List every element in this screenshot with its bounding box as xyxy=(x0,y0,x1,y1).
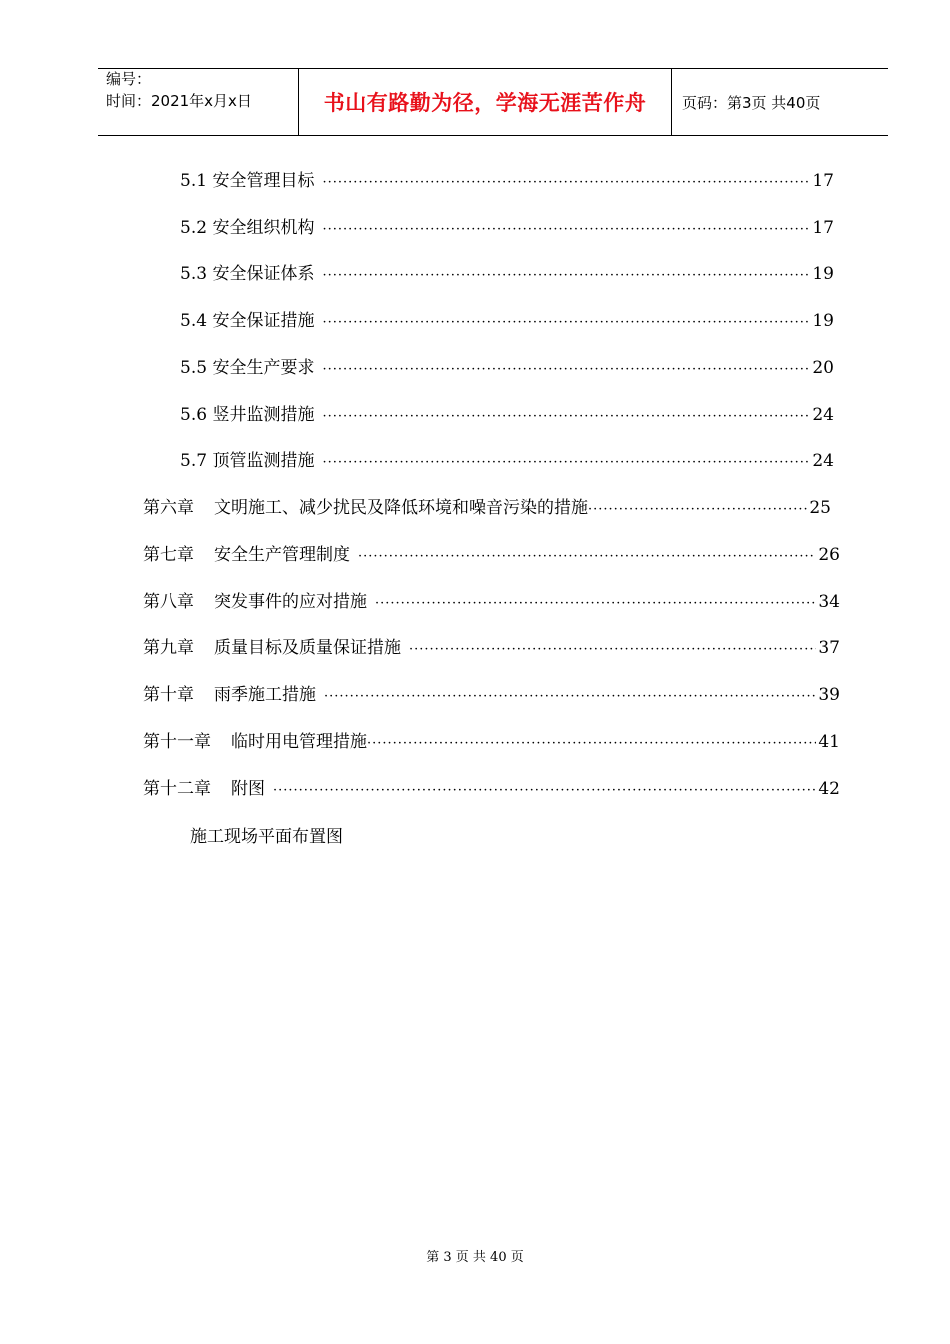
toc-chapter-title: 雨季施工措施 xyxy=(214,685,316,705)
toc-dot-leader xyxy=(322,312,810,334)
toc-page-number: 20 xyxy=(812,358,834,378)
toc-page-number: 24 xyxy=(812,451,834,471)
toc-dot-leader xyxy=(322,406,810,428)
toc-dot-leader xyxy=(324,686,816,708)
toc-chapter-title: 临时用电管理措施 xyxy=(231,732,367,752)
document-time-label: 时间：2021年x月x日 xyxy=(106,92,252,110)
toc-dot-leader xyxy=(273,780,816,802)
toc-chapter-11[interactable] xyxy=(143,731,840,755)
toc-chapter-title: 安全生产管理制度 xyxy=(214,545,350,565)
toc-page-number: 19 xyxy=(812,264,834,284)
toc-entry-label: 5.4 安全保证措施 xyxy=(180,311,315,331)
toc-page-number: 17 xyxy=(812,218,834,238)
toc-chapter-title: 附图 xyxy=(231,779,265,799)
toc-entry-label: 5.7 顶管监测措施 xyxy=(180,451,315,471)
document-number-label: 编号： xyxy=(106,70,152,88)
toc-chapter-number: 第十章 xyxy=(143,685,194,705)
toc-chapter-number: 第六章 xyxy=(143,498,194,518)
toc-dot-leader xyxy=(367,733,816,755)
toc-entry-5-3[interactable] xyxy=(180,263,834,287)
toc-dot-leader xyxy=(322,452,810,474)
toc-page-number: 26 xyxy=(818,545,840,565)
toc-chapter-title: 质量目标及质量保证措施 xyxy=(214,638,401,658)
toc-dot-leader xyxy=(322,265,810,287)
toc-page-number: 39 xyxy=(818,685,840,705)
toc-dot-leader xyxy=(322,359,810,381)
toc-dot-leader xyxy=(588,499,807,521)
toc-entry-5-2[interactable] xyxy=(180,217,834,241)
header-motto: 书山有路勤为径，学海无涯苦作舟 xyxy=(323,91,647,115)
toc-entry-5-7[interactable] xyxy=(180,450,834,474)
toc-entry-label: 5.1 安全管理目标 xyxy=(180,171,315,191)
toc-chapter-12[interactable] xyxy=(143,778,840,802)
header-page-cell xyxy=(672,69,888,135)
toc-chapter-number: 第九章 xyxy=(143,638,194,658)
toc-page-number: 34 xyxy=(818,592,840,612)
toc-chapter-title: 文明施工、减少扰民及降低环境和噪音污染的措施 xyxy=(214,498,588,518)
toc-chapter-6[interactable] xyxy=(143,497,831,521)
toc-entry-5-6[interactable] xyxy=(180,404,834,428)
toc-chapter-title: 突发事件的应对措施 xyxy=(214,592,367,612)
toc-entry-5-5[interactable] xyxy=(180,357,834,381)
toc-entry-5-4[interactable] xyxy=(180,310,834,334)
toc-dot-leader xyxy=(409,639,816,661)
toc-entry-label: 5.6 竖井监测措施 xyxy=(180,405,315,425)
toc-page-number: 37 xyxy=(818,638,840,658)
toc-chapter-7[interactable] xyxy=(143,544,840,568)
header-motto-cell xyxy=(299,69,672,135)
page-footer: 第 3 页 共 40 页 xyxy=(426,1250,524,1265)
toc-chapter-9[interactable] xyxy=(143,637,840,661)
toc-page-number: 24 xyxy=(812,405,834,425)
toc-chapter-number: 第八章 xyxy=(143,592,194,612)
toc-page-number: 41 xyxy=(818,732,840,752)
toc-chapter-number: 第七章 xyxy=(143,545,194,565)
toc-dot-leader xyxy=(322,219,810,241)
toc-appendix-item: 施工现场平面布置图 xyxy=(190,827,343,847)
header-page-label: 页码：第3页 共40页 xyxy=(682,93,821,112)
toc-entry-label: 5.5 安全生产要求 xyxy=(180,358,315,378)
header-meta-cell xyxy=(98,69,299,135)
page-header xyxy=(98,68,888,136)
toc-page-number: 17 xyxy=(812,171,834,191)
toc-chapter-number: 第十二章 xyxy=(143,779,211,799)
toc-entry-5-1[interactable] xyxy=(180,170,834,194)
toc-page-number: 42 xyxy=(818,779,840,799)
toc-page-number: 19 xyxy=(812,311,834,331)
toc-dot-leader xyxy=(375,593,816,615)
toc-chapter-number: 第十一章 xyxy=(143,732,211,752)
toc-chapter-8[interactable] xyxy=(143,591,840,615)
toc-page-number: 25 xyxy=(809,498,831,518)
toc-dot-leader xyxy=(322,172,810,194)
toc-chapter-10[interactable] xyxy=(143,684,840,708)
toc-entry-label: 5.2 安全组织机构 xyxy=(180,218,315,238)
toc-entry-label: 5.3 安全保证体系 xyxy=(180,264,315,284)
toc-dot-leader xyxy=(358,546,816,568)
